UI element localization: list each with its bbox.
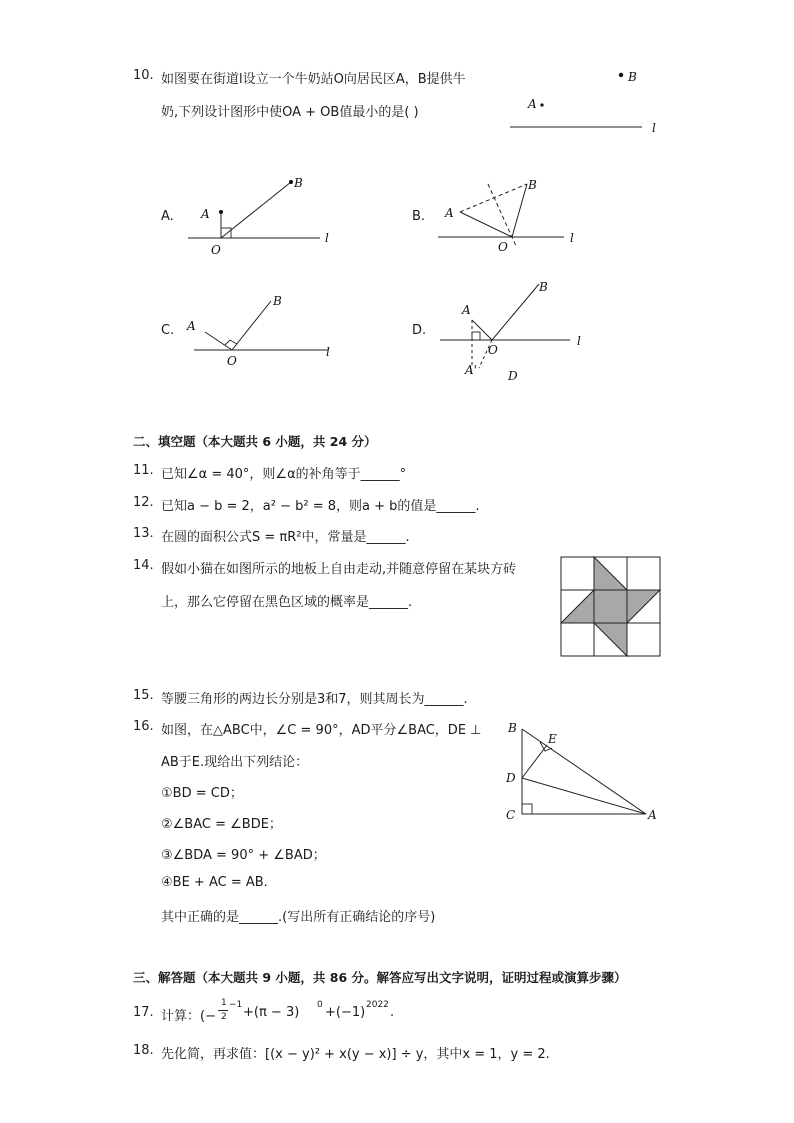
option-b-label-a: A: [445, 206, 454, 220]
option-d-label-a: A: [462, 303, 471, 317]
q18-number: 18.: [133, 1043, 154, 1058]
triangle-label-e: E: [548, 732, 557, 746]
option-b-label-b: B: [528, 178, 537, 192]
option-d-figure: [432, 276, 592, 386]
q16-text-line1: 如图，在△ABC中，∠C = 90°，AD平分∠BAC，DE ⊥: [161, 723, 482, 738]
option-d-label-a-prime: A': [465, 363, 477, 377]
q17-fraction-numerator: 1: [221, 998, 227, 1008]
option-a-label-o: O: [211, 243, 221, 257]
q11-text: 已知∠α = 40°，则∠α的补角等于______°: [161, 467, 407, 482]
q17-tail: +(−1): [325, 1005, 366, 1020]
option-d-label-d: D: [508, 369, 518, 383]
q17-fraction-bar: [218, 1010, 228, 1011]
q17-fraction-denominator: 2: [221, 1012, 227, 1022]
triangle-label-d: D: [506, 771, 516, 785]
q16-conclusion-3: ③∠BDA = 90° + ∠BAD；: [161, 848, 326, 863]
q17-exponent-3: 2022: [366, 1000, 389, 1010]
section-2-heading: 二、填空题（本大题共 6 小题，共 24 分）: [133, 434, 377, 449]
q12-number: 12.: [133, 495, 154, 510]
q10-fig-label-l: l: [652, 121, 656, 135]
q11-number: 11.: [133, 463, 154, 478]
q12-text: 已知a − b = 2，a² − b² = 8，则a + b的值是______.: [161, 499, 480, 514]
option-d-label-l: l: [577, 334, 581, 348]
q10-fig-label-a: A: [528, 97, 537, 111]
q13-text: 在圆的面积公式S = πR²中，常量是______.: [161, 530, 410, 545]
option-d-label-b: B: [539, 280, 548, 294]
option-a-label-b: B: [294, 176, 303, 190]
q17-lead: 计算：(−: [161, 1009, 216, 1024]
option-a-label-a: A: [201, 207, 210, 221]
q10-street-figure: [500, 60, 670, 140]
q16-conclusion-4: ④BE + AC = AB.: [161, 875, 268, 890]
q16-conclusion-1: ①BD = CD；: [161, 786, 243, 801]
q13-number: 13.: [133, 526, 154, 541]
option-a-label-l: l: [325, 231, 329, 245]
option-b-figure: [432, 170, 592, 260]
option-c-label-l: l: [326, 345, 330, 359]
q17-exponent-2: 0: [317, 1000, 323, 1010]
option-d-letter[interactable]: D.: [412, 323, 427, 338]
q10-number: 10.: [133, 68, 154, 83]
triangle-label-b: B: [508, 721, 517, 735]
q16-text-line2: AB于E.现给出下列结论：: [161, 755, 309, 770]
q14-number: 14.: [133, 558, 154, 573]
q16-question: 其中正确的是______.(写出所有正确结论的序号): [161, 910, 436, 925]
q16-conclusion-2: ②∠BAC = ∠BDE；: [161, 817, 282, 832]
triangle-label-a: A: [648, 808, 657, 822]
q14-text-line1: 假如小猫在如图所示的地板上自由走动,并随意停留在某块方砖: [161, 562, 517, 577]
option-b-label-o: O: [498, 240, 508, 254]
option-c-letter[interactable]: C.: [161, 323, 175, 338]
q18-text: 先化简，再求值：[(x − y)² + x(y − x)] ÷ y，其中x = 1，y = 2.: [161, 1047, 550, 1062]
floor-tile-figure: [561, 557, 661, 658]
q17-number: 17.: [133, 1005, 154, 1020]
q17-middle: +(π − 3): [243, 1005, 300, 1020]
q10-text-line2: 奶,下列设计图形中使OA + OB值最小的是( ): [161, 105, 419, 120]
option-d-label-o: O: [488, 343, 498, 357]
option-c-label-b: B: [273, 294, 282, 308]
q14-text-line2: 上，那么它停留在黑色区域的概率是______.: [161, 595, 413, 610]
triangle-abc-figure: [500, 715, 665, 825]
q10-text-line1: 如图要在街道l设立一个牛奶站O向居民区A，B提供牛: [161, 72, 466, 87]
q15-number: 15.: [133, 688, 154, 703]
q17-end: .: [390, 1005, 395, 1020]
q17-exponent-1: −1: [229, 1000, 243, 1010]
triangle-label-c: C: [506, 808, 516, 822]
q15-text: 等腰三角形的两边长分别是3和7，则其周长为______.: [161, 692, 468, 707]
option-a-letter[interactable]: A.: [161, 209, 174, 224]
option-b-letter[interactable]: B.: [412, 209, 426, 224]
section-3-heading: 三、解答题（本大题共 9 小题，共 86 分。解答应写出文字说明，证明过程或演算步骤）: [133, 970, 627, 985]
q10-fig-label-b: B: [628, 70, 637, 84]
option-b-label-l: l: [570, 231, 574, 245]
option-a-figure: [180, 170, 340, 260]
option-c-label-o: O: [227, 354, 237, 368]
q16-number: 16.: [133, 719, 154, 734]
option-c-label-a: A: [187, 319, 196, 333]
option-c-figure: [180, 288, 340, 378]
